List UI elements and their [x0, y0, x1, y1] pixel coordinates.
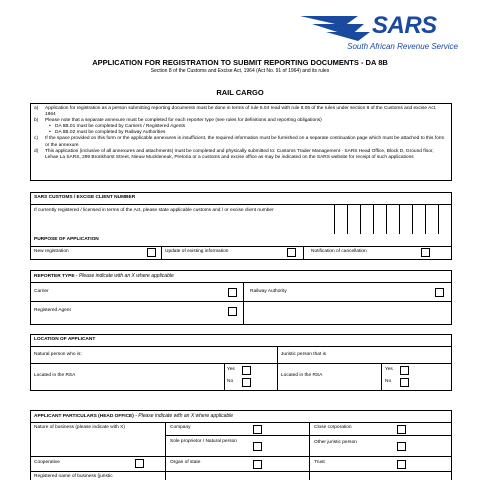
instruction-text: DA 8B.02 must be completed by Railway Authorities [55, 130, 166, 136]
section-title [34, 413, 233, 420]
divider [31, 363, 451, 364]
sars-logo [298, 10, 458, 54]
sole-proprietor-label: Sole proprietor / Natural person [170, 439, 237, 444]
instructions-box [30, 103, 452, 181]
divider [31, 471, 451, 472]
bullet-icon: • [49, 130, 51, 136]
close-corporation-label: Close corporation [314, 425, 352, 430]
divider [31, 282, 451, 283]
natural-located-label: Located in the RSA [34, 373, 76, 378]
divider [31, 422, 451, 423]
juristic-located-label: Located in the RSA [281, 373, 323, 378]
company-label: Company [170, 425, 191, 430]
reporter-type-section [30, 270, 452, 325]
juristic-person-label: Juristic person that is [281, 352, 327, 357]
instruction-key: b) [34, 118, 39, 124]
natural-yes-checkbox[interactable] [242, 366, 251, 375]
divider [303, 246, 304, 259]
juristic-no-checkbox[interactable] [400, 378, 409, 387]
cooperative-label: Cooperative [34, 460, 60, 465]
form-heading: RAIL CARGO [216, 88, 264, 97]
section-title-text: REPORTER TYPE [34, 274, 75, 279]
carrier-label: Carrier [34, 289, 49, 294]
divider [31, 301, 451, 302]
juristic-yes-label: Yes [385, 367, 393, 372]
instruction-key: d) [34, 148, 39, 154]
divider [165, 435, 451, 436]
instruction-c [34, 136, 448, 148]
purpose-update-checkbox[interactable] [287, 248, 296, 257]
divider [381, 363, 382, 390]
natural-no-checkbox[interactable] [242, 378, 251, 387]
section-title: SARS CUSTOMS / EXCISE CLIENT NUMBER [34, 195, 136, 200]
close-corporation-checkbox[interactable] [397, 425, 406, 434]
railway-label: Railway Authority [250, 289, 287, 294]
instruction-a [34, 106, 448, 118]
organ-of-state-label: Organ of state [170, 460, 201, 465]
instruction-text: DA 8B.01 must be completed by Carriers / Registered Agents [55, 124, 186, 130]
section-title [34, 273, 174, 280]
purpose-cancel-checkbox[interactable] [421, 248, 430, 257]
section-title: LOCATION OF APPLICANT [34, 337, 96, 342]
section-title-text: APPLICANT PARTICULARS (HEAD OFFICE) [34, 414, 134, 419]
purpose-new-checkbox[interactable] [147, 248, 156, 257]
purpose-cancel-label: Notification of cancellation [311, 249, 367, 254]
other-juristic-checkbox[interactable] [397, 442, 406, 451]
logo-wordmark: SARS [372, 12, 437, 39]
purpose-title: PURPOSE OF APPLICATION [34, 237, 99, 242]
client-number-input[interactable] [334, 204, 451, 234]
instruction-text: If the space provided on this form or the applicable annexures is insufficient, the required information must be furnished on a separate continuation page which must be attached to this form or the annexure [45, 136, 445, 148]
divider [277, 346, 278, 390]
divider [31, 346, 451, 347]
applicant-particulars-section [30, 410, 452, 480]
company-checkbox[interactable] [253, 425, 262, 434]
organ-of-state-checkbox[interactable] [253, 460, 262, 469]
registered-name-label: Registered name of business (juristic [34, 474, 113, 479]
form-title: APPLICATION FOR REGISTRATION TO SUBMIT REPORTING DOCUMENTS - DA 8B [92, 58, 388, 67]
divider [161, 246, 162, 259]
instruction-text: Application for registration as a person submitting reporting documents must be done in terms of rule 8.04 read with rule 8.05 of the rules under section 8 of the Customs and excise Act, 1964 [45, 106, 437, 118]
divider [224, 363, 225, 390]
trust-label: Trust [314, 460, 325, 465]
juristic-no-label: No [385, 379, 392, 384]
trust-checkbox[interactable] [397, 460, 406, 469]
natural-yes-label: Yes [227, 367, 235, 372]
natural-no-label: No [227, 379, 234, 384]
purpose-new-label: New registration [34, 249, 69, 254]
form-subtitle: Section 8 of the Customs and Excise Act, 1964 (Act No. 91 of 1964) and its rules [150, 68, 330, 74]
client-number-text: If currently registered / licensed in terms of the Act, please state applicable customs and / or excise client number [34, 208, 274, 213]
divider [31, 456, 451, 457]
divider [31, 246, 451, 247]
instruction-key: a) [34, 106, 39, 111]
natural-person-label: Natural person who is: [34, 352, 82, 357]
section-note: - Please indicate with an X where applicable [74, 273, 174, 279]
divider [243, 282, 244, 324]
nature-of-business-label: Nature of business (please indicate with X) [34, 425, 125, 430]
purpose-update-label: Update of existing information [165, 249, 229, 254]
sole-proprietor-checkbox[interactable] [253, 442, 262, 451]
logo-subtitle: South African Revenue Service [347, 42, 458, 51]
juristic-yes-checkbox[interactable] [400, 366, 409, 375]
instruction-text: Please note that a separate annexure must be completed for each reporter type (see rules for definitions and reporting obligations) [45, 118, 322, 124]
carrier-checkbox[interactable] [228, 288, 237, 297]
instruction-d [34, 149, 448, 161]
agent-label: Registered Agent [34, 308, 71, 313]
bullet-icon: • [49, 124, 51, 130]
location-section [30, 334, 452, 391]
sars-swoosh-icon [298, 12, 372, 42]
instruction-text: This application (inclusive of all annexures and attachments) must be completed and physically submitted to: Customs Trader Management - SARS Head Office, Block D, Ground floor, Lehae La SARS, 299 Bronkhorst Street, Nieuw Muckleneuk, Pretoria or a customs and excise office as may be indicated on the SARS website for receipt of such applications [45, 148, 434, 160]
other-juristic-label: Other juristic person [314, 440, 357, 445]
agent-checkbox[interactable] [228, 307, 237, 316]
section-note: - Please indicate with an X where applicable [133, 413, 234, 419]
railway-checkbox[interactable] [435, 288, 444, 297]
instruction-key: c) [34, 136, 38, 142]
cooperative-checkbox[interactable] [135, 459, 144, 468]
client-number-section [30, 192, 452, 260]
